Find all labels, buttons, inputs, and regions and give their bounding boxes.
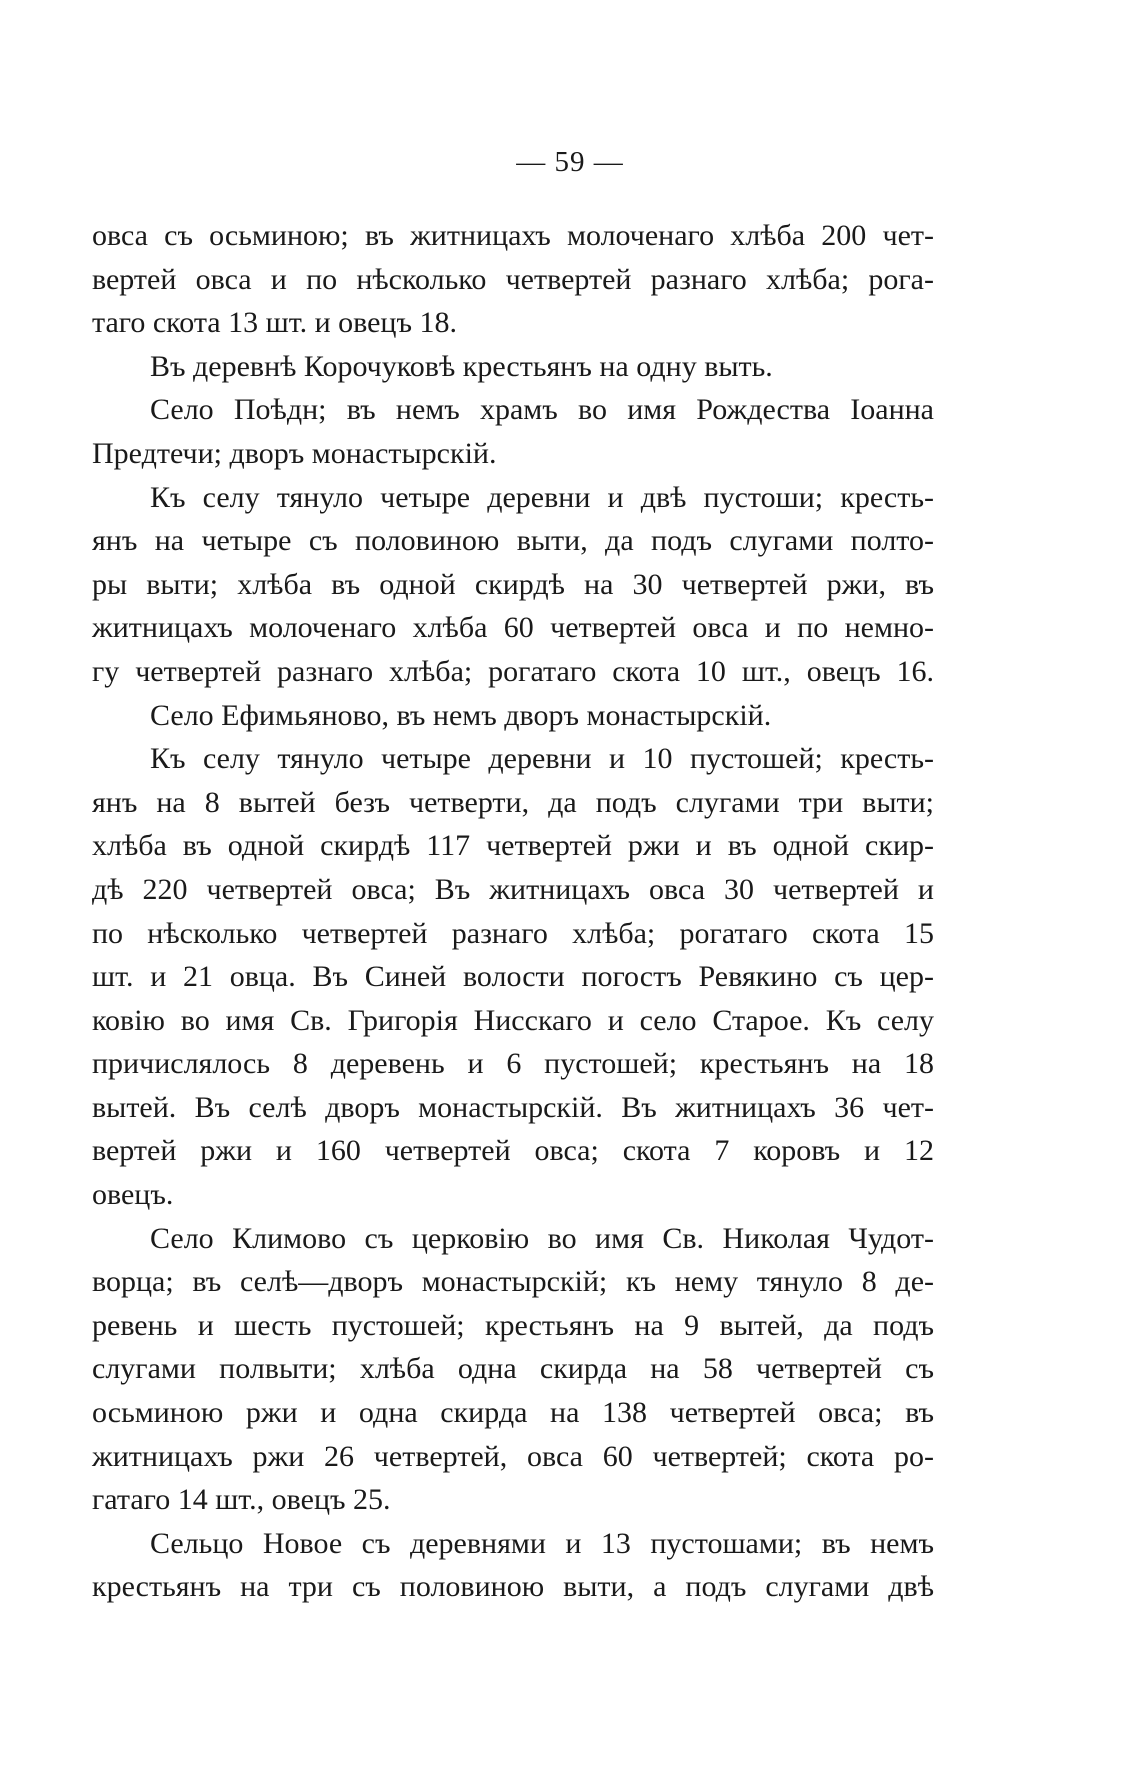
text-line: овецъ. — [92, 1178, 174, 1212]
text-line: вертей овса и по нѣсколько четвертей разнаго хлѣба; рога- — [92, 262, 934, 296]
paragraph-start-line: Къ селу тянуло четыре деревни и 10 пустошей; кресть- — [150, 742, 934, 776]
text-line: шт. и 21 овца. Въ Синей волости погостъ Ревякино съ цер- — [92, 960, 934, 994]
page-number: — 59 — — [516, 146, 624, 178]
text-line: дѣ 220 четвертей овса; Въ житницахъ овса 30 четвертей и — [92, 872, 934, 906]
text-line: гатаго 14 шт., овецъ 25. — [92, 1483, 391, 1517]
paragraph-start-line: Село Поѣдн; въ немъ храмъ во имя Рождества Іоанна — [150, 393, 934, 427]
text-line: янъ на четыре съ половиною выти, да подъ слугами полто- — [92, 524, 934, 558]
text-line: житницахъ молоченаго хлѣба 60 четвертей овса и по немно- — [92, 611, 934, 645]
text-line: житницахъ ржи 26 четвертей, овса 60 четвертей; скота ро- — [92, 1439, 934, 1473]
paragraph-start-line: Село Ефимьяново, въ немъ дворъ монастырскій. — [150, 698, 772, 732]
text-line: ревень и шесть пустошей; крестьянъ на 9 вытей, да подъ — [92, 1308, 934, 1342]
paragraph-start-line: Сельцо Новое съ деревнями и 13 пустошами; въ немъ — [150, 1526, 934, 1560]
text-line: ворца; въ селѣ—дворъ монастырскій; къ нему тянуло 8 де- — [92, 1265, 934, 1299]
paragraph-start-line: Въ деревнѣ Корочуковѣ крестьянъ на одну выть. — [150, 349, 773, 383]
text-line: ры выти; хлѣба въ одной скирдѣ на 30 четвертей ржи, въ — [92, 567, 934, 601]
text-line: Предтечи; дворъ монастырскій. — [92, 436, 497, 470]
text-line: овса съ осьминою; въ житницахъ молоченаго хлѣба 200 чет- — [92, 219, 934, 252]
text-line: хлѣба въ одной скирдѣ 117 четвертей ржи и въ одной скир- — [92, 829, 934, 863]
text-line: таго скота 13 шт. и овецъ 18. — [92, 306, 457, 340]
text-line: янъ на 8 вытей безъ четверти, да подъ слугами три выти; — [92, 785, 934, 819]
paragraph-start-line: Село Климово съ церковію во имя Св. Николая Чудот- — [150, 1221, 934, 1255]
paragraph-start-line: Къ селу тянуло четыре деревни и двѣ пустоши; кресть- — [150, 480, 934, 514]
text-line: причислялось 8 деревень и 6 пустошей; крестьянъ на 18 — [92, 1047, 934, 1081]
body-text — [92, 214, 934, 1609]
text-line: по нѣсколько четвертей разнаго хлѣба; рогатаго скота 15 — [92, 916, 934, 950]
text-line: ковію во имя Св. Григорія Нисскаго и село Старое. Къ селу — [92, 1003, 934, 1037]
text-line: осьминою ржи и одна скирда на 138 четвертей овса; въ — [92, 1396, 934, 1430]
text-line: вертей ржи и 160 четвертей овса; скота 7 коровъ и 12 — [92, 1134, 934, 1168]
text-line: крестьянъ на три съ половиною выти, а подъ слугами двѣ — [92, 1570, 934, 1604]
text-line: гу четвертей разнаго хлѣба; рогатаго скота 10 шт., овецъ 16. — [92, 654, 934, 688]
text-line: вытей. Въ селѣ дворъ монастырскій. Въ житницахъ 36 чет- — [92, 1090, 934, 1124]
text-line: слугами полвыти; хлѣба одна скирда на 58 четвертей съ — [92, 1352, 934, 1386]
